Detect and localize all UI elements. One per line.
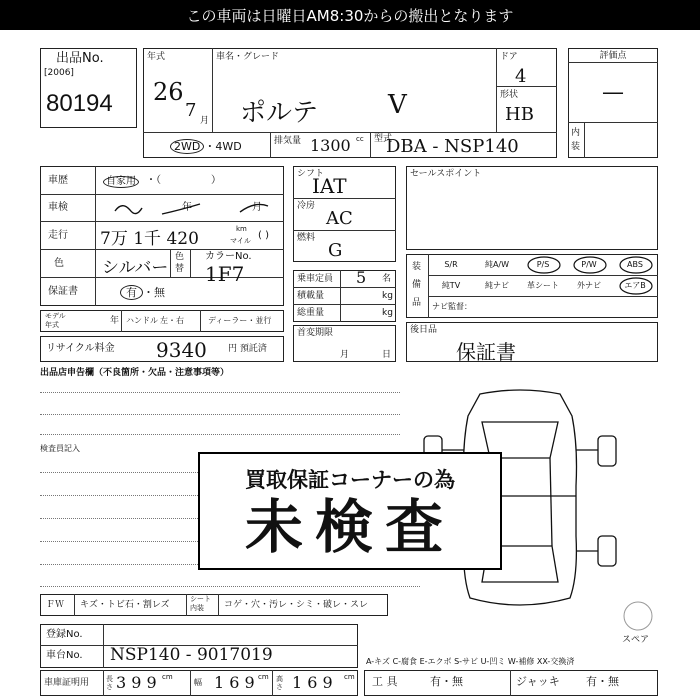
banner-text: この車両は日曜日AM8:30からの搬出となります xyxy=(186,7,514,25)
color-change-1: 色 xyxy=(175,252,185,262)
dealer-label: ディーラー・並行 xyxy=(208,316,272,325)
door-label: ドア xyxy=(500,52,518,62)
lot-year-code: [2006] xyxy=(44,68,74,78)
model-value: DBA - NSP140 xyxy=(386,136,519,157)
mileage-value: 7万 1千 420 xyxy=(100,229,199,249)
inspection-label: 車検 xyxy=(48,202,68,213)
name-value: ポルテ xyxy=(240,98,319,128)
first-reg-label: 首変期限 xyxy=(297,328,334,338)
tools-label: 工 具 xyxy=(372,675,398,688)
warranty-label: 保証書 xyxy=(48,286,78,297)
fuel-value: G xyxy=(328,240,343,261)
shape-value: HB xyxy=(505,104,534,125)
history-rest: ・（ ） xyxy=(146,175,221,186)
equipment-circles xyxy=(428,254,658,298)
mileage-label: 走行 xyxy=(48,230,68,241)
recycle-label: リサイクル料金 xyxy=(46,343,115,354)
door-value: 4 xyxy=(515,66,527,87)
cert-label: 車庫証明用 xyxy=(44,678,90,688)
cert-length-value: 3 9 9 xyxy=(116,673,157,692)
first-reg-month: 月 xyxy=(340,350,350,360)
name-label: 車名・グレード xyxy=(216,52,280,62)
grade-value: V xyxy=(388,90,407,120)
model-year-label-1: モデル xyxy=(45,312,66,320)
shift-value: IAT xyxy=(312,174,347,198)
interior-label-2: 装 xyxy=(571,142,581,152)
color-change-2: 替 xyxy=(175,264,185,274)
shift-label: シフト xyxy=(297,169,325,179)
cert-height-unit: cm xyxy=(344,673,355,681)
inspection-year-unit: 年 xyxy=(182,202,192,213)
load-unit: kg xyxy=(382,291,393,301)
aircon-value: AC xyxy=(326,208,353,229)
after-items-value: 保証書 xyxy=(456,340,516,364)
sales-point-label: セールスポイント xyxy=(410,169,482,179)
warranty-yes: 有 xyxy=(120,285,143,300)
cert-length-unit: cm xyxy=(162,673,173,681)
stamp-line2: 未検査 xyxy=(244,493,455,561)
chassis-label: 車台No. xyxy=(46,650,83,661)
drive-2wd: 2WD xyxy=(170,139,204,154)
history-label: 車歴 xyxy=(48,175,68,186)
recycle-unit: 円 預託済 xyxy=(228,344,267,354)
inspection-month-unit: 月 xyxy=(252,202,262,213)
displacement-unit: cc xyxy=(356,135,364,143)
seat-items: コゲ・穴・汚レ・シミ・破レ・スレ xyxy=(224,600,369,610)
damage-legend: A-キズ C-腐食 E-エクボ S-サビ U-凹ミ W-補修 XX-交換済 xyxy=(366,657,575,666)
cert-height-value: 1 6 9 xyxy=(292,673,333,692)
history-own-use: 自家用 xyxy=(103,176,139,188)
first-reg-day: 日 xyxy=(382,350,392,360)
color-value: シルバー xyxy=(102,258,169,278)
equip-sr: S/R xyxy=(444,260,458,269)
year-label: 年式 xyxy=(147,52,166,62)
equip-nav-label: ナビ監督： xyxy=(432,302,472,311)
lot-number: 80194 xyxy=(46,90,113,117)
evaluation-value: — xyxy=(602,80,624,105)
model-year-label-2: 年式 xyxy=(45,321,59,329)
evaluation-label: 評価点 xyxy=(599,51,627,61)
equip-tv: 純TV xyxy=(441,281,461,290)
gross-weight-unit: kg xyxy=(382,308,393,318)
displacement-label: 排気量 xyxy=(274,136,302,146)
mileage-unit-mile: マイル xyxy=(230,237,251,245)
handle-label: ハンドル xyxy=(126,316,158,325)
equip-ext-navi: 外ナビ xyxy=(577,281,601,290)
equipment-label-2: 備 xyxy=(412,280,422,290)
mileage-unit-km: km xyxy=(236,225,247,233)
stamp-line1: 買取保証コーナーの為 xyxy=(245,468,455,492)
warranty-sep: ・ xyxy=(143,286,154,299)
month-unit: 月 xyxy=(200,116,210,126)
not-inspected-stamp xyxy=(198,452,502,570)
top-banner xyxy=(0,0,700,30)
fw-items: キズ・トビ石・割レズ xyxy=(80,600,170,610)
seat-label-2: 内装 xyxy=(190,604,204,612)
recycle-value: 9340 xyxy=(156,338,207,362)
color-code-value: 1F7 xyxy=(205,262,245,286)
fuel-label: 燃料 xyxy=(297,233,316,243)
equip-ps: P/S xyxy=(536,260,550,269)
load-label: 積載量 xyxy=(297,291,325,301)
year-value: 26 xyxy=(153,78,184,106)
displacement-value: 1300 xyxy=(310,136,351,155)
equipment-label-3: 品 xyxy=(412,298,422,308)
cert-length-label: 長さ xyxy=(106,675,113,691)
lot-label: 出品No. xyxy=(56,51,104,66)
after-items-label: 後日品 xyxy=(410,325,438,335)
aircon-label: 冷房 xyxy=(297,201,316,211)
spare-label: スペア xyxy=(622,635,650,645)
warranty-options xyxy=(120,284,165,300)
equip-abs: ABS xyxy=(627,260,643,269)
color-code-label: カラーNo. xyxy=(205,251,252,262)
after-items-box xyxy=(406,322,658,362)
model-label: 型式 xyxy=(374,134,393,144)
equipment-label-1: 装 xyxy=(412,262,422,272)
cert-width-label: 幅 xyxy=(194,678,202,687)
equip-navi: 純ナビ xyxy=(485,281,509,290)
reg-no-label: 登録No. xyxy=(46,629,83,640)
cert-width-unit: cm xyxy=(258,673,269,681)
model-year-unit: 年 xyxy=(110,316,120,326)
cert-height-label: 高さ xyxy=(276,675,283,691)
equip-leather: 革シート xyxy=(527,281,559,290)
warranty-no: 無 xyxy=(154,286,165,299)
fw-label: ＦＷ xyxy=(46,600,65,610)
capacity-value: 5 xyxy=(356,268,367,287)
equip-aw: 純A/W xyxy=(484,260,510,269)
drive-type xyxy=(170,138,242,154)
capacity-unit: 名 xyxy=(382,274,392,284)
inspector-label: 検査員記入 xyxy=(40,444,80,453)
spare-circle xyxy=(620,600,656,636)
jack-value: 有・無 xyxy=(586,675,619,688)
chassis-value: NSP140 - 9017019 xyxy=(110,645,273,665)
remarks-label: 出品店申告欄（不良箇所・欠品・注意事項等） xyxy=(40,368,230,378)
gross-weight-label: 総重量 xyxy=(297,308,325,318)
mileage-paren: ( ) xyxy=(258,230,269,241)
jack-label: ジャッキ xyxy=(516,675,560,688)
seat-label-1: シート xyxy=(190,595,211,603)
drive-4wd: 4WD xyxy=(215,140,242,153)
equip-airbag: エアB xyxy=(624,281,646,290)
interior-label-1: 内 xyxy=(571,128,581,138)
tools-value: 有・無 xyxy=(430,675,463,688)
capacity-label: 乗車定員 xyxy=(297,274,334,284)
shape-label: 形状 xyxy=(500,90,519,100)
handle-options: 左・右 xyxy=(160,316,184,325)
equip-pw: P/W xyxy=(581,260,597,269)
drive-sep: ・ xyxy=(204,140,216,153)
cert-width-value: 1 6 9 xyxy=(214,673,255,692)
color-label: 色 xyxy=(54,258,64,269)
month-value: 7 xyxy=(185,100,197,121)
